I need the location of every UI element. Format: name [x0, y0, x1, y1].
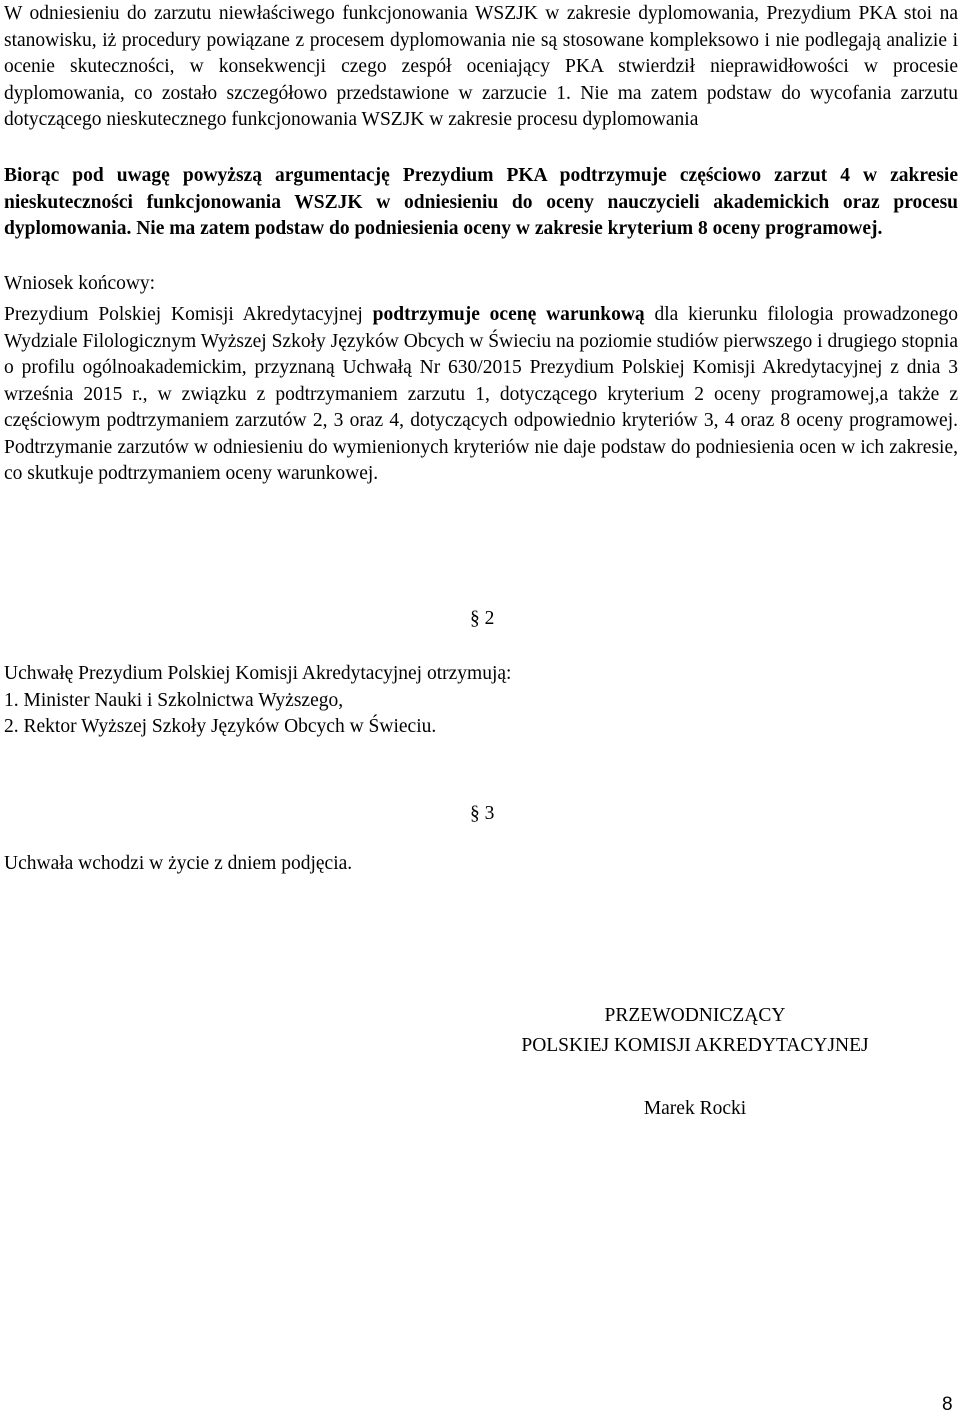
conclusion-heading: Wniosek końcowy: [4, 273, 156, 294]
paragraph-zarzut-4: Biorąc pod uwagę powyższą argumentację Prezydium PKA podtrzymuje częściowo zarzut 4 w zakresie nieskuteczności funkcjonowania WSZJK w odniesieniu do oceny nauczycieli akademickich oraz procesu dyplomowania. Nie ma zatem podstaw do podniesienia oceny w zakresie kryterium 8 oceny programowej. [4, 165, 958, 239]
effective-date-clause: Uchwała wchodzi w życie z dniem podjęcia. [4, 853, 353, 874]
recipient-item: 2. Rektor Wyższej Szkoły Języków Obcych w Świeciu. [4, 716, 437, 737]
signature-name: Marek Rocki [643, 1098, 747, 1119]
conclusion-paragraph [4, 302, 958, 488]
signature-title-1: PRZEWODNICZĄCY [604, 1005, 786, 1026]
section-3-heading: § 3 [470, 803, 495, 824]
conclusion-text-rest: dla kierunku filologia prowadzonego Wydziale Filologicznym Wyższej Szkoły Języków Obcych w Świeciu na poziomie studiów pierwszego i drugiego stopnia o profilu ogólnoakademickim, przyznaną Uchwałą Nr 630/2015 Prezydium Polskiej Komisji Akredytacyjnej z dnia 3 września 2015 r., w związku z podtrzymaniem zarzutu 1, dotyczącego kryterium 2 oceny programowej,a także z częściowym podtrzymaniem zarzutów 2, 3 oraz 4, dotyczących odpowiednio kryteriów 3, 4 oraz 8 oceny programowej. Podtrzymanie zarzutów w odniesieniu do wymienionych kryteriów nie daje podstaw do podniesienia ocen w ich zakresie, co skutkuje podtrzymaniem oceny warunkowej. [4, 304, 959, 484]
signature-title-2: POLSKIEJ KOMISJI AKREDYTACYJNEJ [521, 1035, 869, 1056]
section-2-heading: § 2 [470, 608, 495, 629]
recipients-block [4, 661, 511, 741]
paragraph-dyplomowanie: W odniesieniu do zarzutu niewłaściwego funkcjonowania WSZJK w zakresie dyplomowania, Prezydium PKA stoi na stanowisku, iż procedury powiązane z procesem dyplomowania nie są stosowane kompleksowo i nie podlegają analizie i ocenie skuteczności, w konsekwencji czego zespół oceniający PKA stwierdził nieprawidłowości w procesie dyplomowania, co zostało szczegółowo przedstawione w zarzucie 1. Nie ma zatem podstaw do wycofania zarzutu dotyczącego nieskutecznego funkcjonowania WSZJK w zakresie procesu dyplomowania [4, 3, 958, 130]
recipient-item: 1. Minister Nauki i Szkolnictwa Wyższego, [4, 689, 344, 711]
page-number: 8 [942, 1394, 953, 1415]
conclusion-decision: podtrzymuje ocenę warunkową [372, 304, 645, 325]
signature-block [482, 1001, 908, 1124]
recipients-heading: Uchwałę Prezydium Polskiej Komisji Akredytacyjnej otrzymują: [4, 663, 512, 684]
conclusion-text-start: Prezydium Polskiej Komisji Akredytacyjnej [4, 304, 373, 325]
